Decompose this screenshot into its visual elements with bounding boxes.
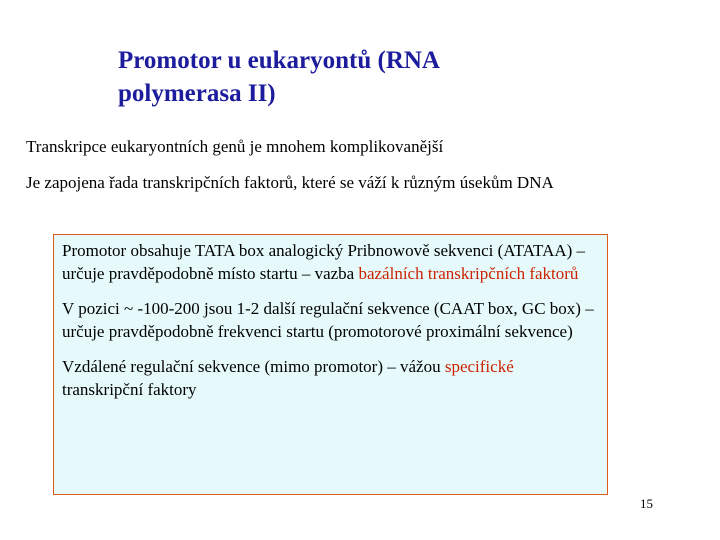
box-item-proximal: [62, 297, 599, 343]
box-item-tata-highlight: bazálních transkripčních faktorů: [358, 264, 579, 283]
slide-title-line-2: polymerasa II): [118, 80, 276, 107]
slide-title: [118, 44, 598, 110]
box-item-tata: [62, 239, 599, 285]
paragraph-complexity: Transkripce eukaryontních genů je mnohem komplikovanější: [26, 137, 444, 156]
box-item-distal: [62, 355, 599, 401]
box-item-tata-text: Promotor obsahuje TATA box analogický Pribnowově sekvenci (ATATAA) – určuje pravděpodobně místo startu – vazba: [62, 241, 586, 283]
slide-title-line-1: Promotor u eukaryontů (RNA: [118, 47, 440, 74]
promoter-info-box: [53, 234, 608, 495]
paragraph-transcription-factors: Je zapojena řada transkripčních faktorů, které se váží k různým úsekům DNA: [26, 173, 554, 192]
box-item-distal-highlight: specifické: [444, 357, 514, 376]
page-number: 15: [640, 496, 653, 511]
box-item-proximal-text: V pozici ~ -100-200 jsou 1-2 další regulační sekvence (CAAT box, GC box) – určuje pravděpodobně frekvenci startu (promotorové proximální sekvence): [62, 299, 594, 341]
box-item-distal-text: Vzdálené regulační sekvence (mimo promotor) – vážou: [62, 357, 445, 376]
box-item-distal-text-after: transkripční faktory: [62, 380, 197, 399]
